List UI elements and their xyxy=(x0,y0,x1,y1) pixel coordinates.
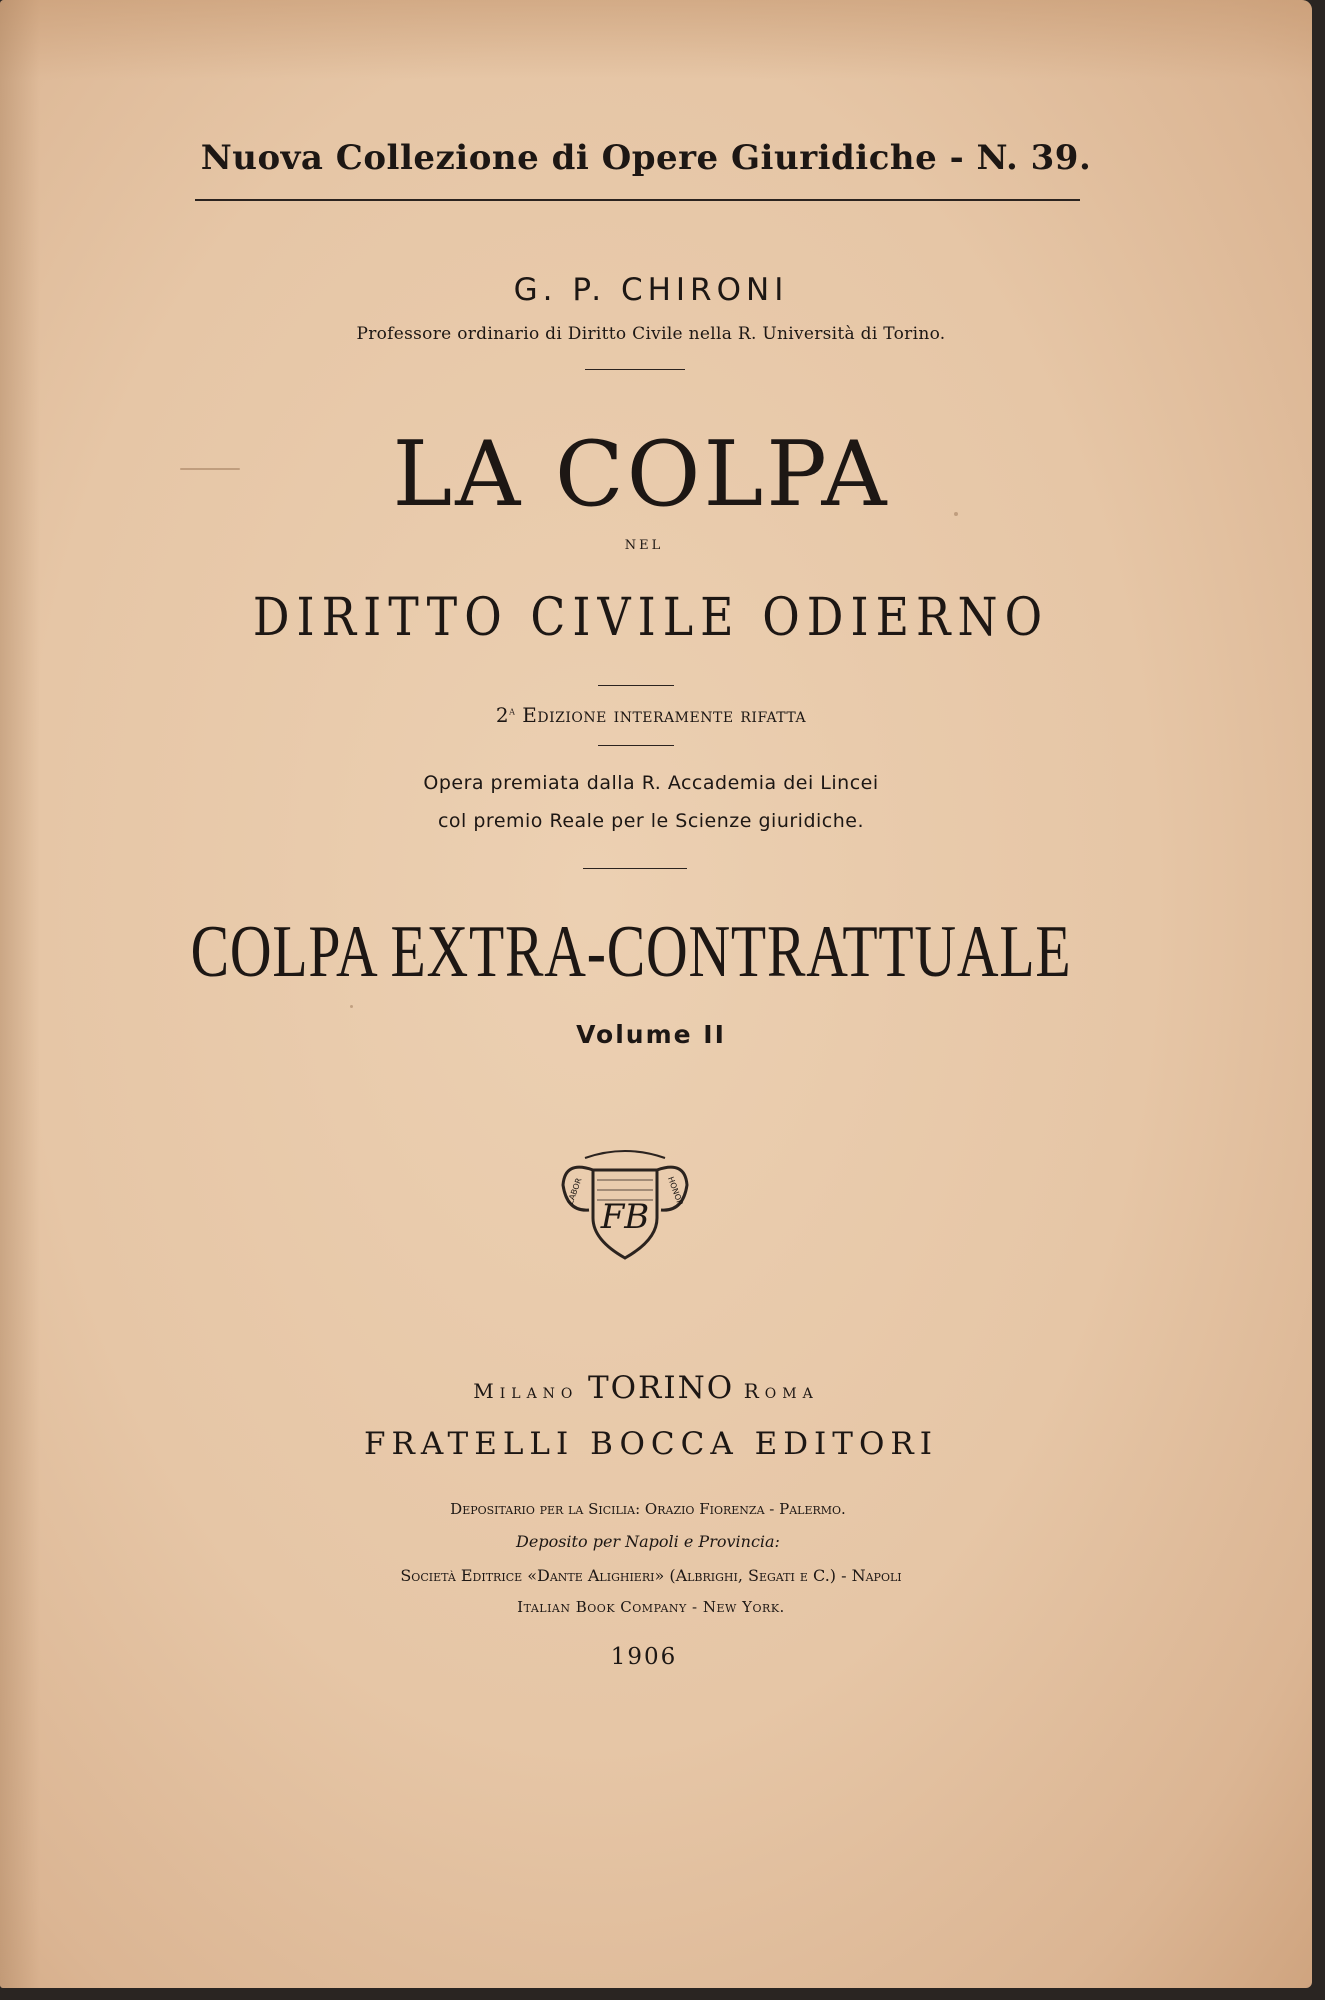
publisher-name: FRATELLI BOCCA EDITORI xyxy=(364,1426,938,1462)
city-torino: TORINO xyxy=(587,1370,735,1406)
paper-stain xyxy=(180,468,240,470)
edition-text: Edizione interamente rifatta xyxy=(522,703,807,727)
depositary-line-2: Deposito per Napoli e Provincia: xyxy=(516,1532,780,1551)
author-role: Professore ordinario di Diritto Civile nella R. Università di Torino. xyxy=(356,324,946,344)
motto-left: LABOR xyxy=(565,1176,584,1206)
edition-number: 2 xyxy=(495,703,510,727)
motto-right: HONOR xyxy=(665,1175,685,1207)
section-title: COLPA EXTRA-CONTRATTUALE xyxy=(190,911,1072,993)
paper-stain xyxy=(954,512,958,516)
award-line-2: col premio Reale per le Scienze giuridiche. xyxy=(437,810,865,832)
edition-superscript: a xyxy=(509,703,516,718)
city-milano: Milano xyxy=(473,1379,579,1403)
edition-rule xyxy=(598,745,674,746)
paper-stain xyxy=(350,1005,353,1008)
subtitle: DIRITTO CIVILE ODIERNO xyxy=(252,588,1050,648)
depositary-line-4: Italian Book Company - New York. xyxy=(517,1598,785,1616)
depositary-line-1: Depositario per la Sicilia: Orazio Fiorenza - Palermo. xyxy=(450,1500,846,1518)
award-line-1: Opera premiata dalla R. Accademia dei Lincei xyxy=(423,772,879,794)
printer-mark-emblem xyxy=(555,1140,695,1270)
scroll-top xyxy=(585,1151,665,1158)
edition-note xyxy=(0,703,1307,727)
title-connector: NEL xyxy=(624,538,664,553)
printer-monogram: FB xyxy=(600,1197,650,1237)
author-name: G. P. CHIRONI xyxy=(513,272,789,308)
award-rule xyxy=(583,868,687,869)
city-roma: Roma xyxy=(743,1379,819,1403)
series-rule xyxy=(195,199,1080,201)
publication-year: 1906 xyxy=(610,1644,678,1670)
series-title: Nuova Collezione di Opere Giuridiche - N. 39. xyxy=(200,138,1092,178)
subtitle-rule xyxy=(598,685,674,686)
main-title: LA COLPA xyxy=(392,422,890,527)
depositary-line-3: Società Editrice «Dante Alighieri» (Albrighi, Segati e C.) - Napoli xyxy=(400,1566,902,1585)
author-rule xyxy=(585,369,685,370)
volume-label: Volume II xyxy=(576,1020,726,1049)
publisher-cities xyxy=(0,1370,1302,1406)
